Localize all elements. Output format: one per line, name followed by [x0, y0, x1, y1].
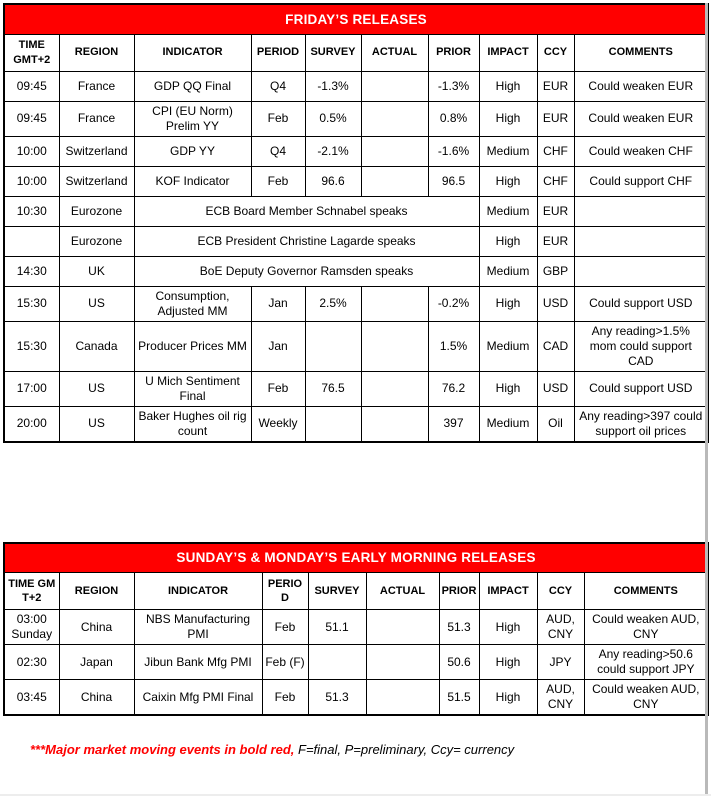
cell-region: China: [59, 610, 134, 645]
cell-time: 10:00: [4, 136, 59, 166]
cell-period: Jan: [251, 321, 305, 371]
table-title: FRIDAY’S RELEASES: [4, 4, 708, 34]
cell-comments: Any reading>1.5% mom could support CAD: [574, 321, 708, 371]
cell-indicator: Jibun Bank Mfg PMI: [134, 645, 262, 680]
column-header-row: [4, 34, 708, 71]
cell-actual: [361, 286, 428, 321]
column-header-row: [4, 573, 708, 610]
cell-ccy: EUR: [537, 71, 574, 101]
cell-impact: High: [479, 371, 537, 406]
cell-impact: Medium: [479, 321, 537, 371]
cell-indicator: Caixin Mfg PMI Final: [134, 680, 262, 716]
col-header-region: REGION: [59, 34, 134, 71]
table-row: [4, 645, 708, 680]
cell-survey: -1.3%: [305, 71, 361, 101]
cell-actual: [361, 321, 428, 371]
col-header-period: PERIOD: [251, 34, 305, 71]
cell-survey: [305, 321, 361, 371]
col-header-prior: PRIOR: [428, 34, 479, 71]
cell-event: ECB President Christine Lagarde speaks: [134, 226, 479, 256]
cell-region: US: [59, 286, 134, 321]
cell-comments: Could support CHF: [574, 166, 708, 196]
cell-prior: 51.5: [439, 680, 479, 716]
cell-survey: -2.1%: [305, 136, 361, 166]
cell-ccy: EUR: [537, 101, 574, 136]
cell-period: Feb: [251, 166, 305, 196]
table-row: [4, 226, 708, 256]
cell-actual: [366, 680, 439, 716]
cell-impact: High: [479, 101, 537, 136]
cell-region: France: [59, 71, 134, 101]
col-header-indicator: INDICATOR: [134, 573, 262, 610]
cell-region: UK: [59, 256, 134, 286]
cell-survey: 2.5%: [305, 286, 361, 321]
cell-region: Japan: [59, 645, 134, 680]
cell-region: China: [59, 680, 134, 716]
cell-impact: High: [479, 680, 537, 716]
cell-period: Feb: [251, 101, 305, 136]
table-row: [4, 371, 708, 406]
table-row: [4, 286, 708, 321]
col-header-actual: ACTUAL: [366, 573, 439, 610]
cell-comments: Any reading>397 could support oil prices: [574, 406, 708, 442]
cell-prior: -1.3%: [428, 71, 479, 101]
col-header-comments: COMMENTS: [584, 573, 708, 610]
cell-ccy: USD: [537, 286, 574, 321]
col-header-indicator: INDICATOR: [134, 34, 251, 71]
cell-indicator: GDP QQ Final: [134, 71, 251, 101]
col-header-survey: SURVEY: [305, 34, 361, 71]
table-title: SUNDAY’S & MONDAY’S EARLY MORNING RELEASES: [4, 543, 708, 573]
cell-time: 14:30: [4, 256, 59, 286]
col-header-ccy: CCY: [537, 34, 574, 71]
cell-survey: 51.1: [308, 610, 366, 645]
cell-indicator: Producer Prices MM: [134, 321, 251, 371]
table-row: [4, 166, 708, 196]
cell-actual: [361, 406, 428, 442]
col-header-comments: COMMENTS: [574, 34, 708, 71]
table-row: [4, 256, 708, 286]
cell-ccy: CHF: [537, 136, 574, 166]
cell-time: [4, 226, 59, 256]
cell-survey: 0.5%: [305, 101, 361, 136]
cell-survey: 76.5: [305, 371, 361, 406]
cell-ccy: AUD, CNY: [537, 680, 584, 716]
cell-prior: 50.6: [439, 645, 479, 680]
cell-impact: High: [479, 226, 537, 256]
cell-time: 10:30: [4, 196, 59, 226]
cell-ccy: GBP: [537, 256, 574, 286]
cell-impact: High: [479, 166, 537, 196]
cell-impact: Medium: [479, 256, 537, 286]
cell-period: Feb (F): [262, 645, 308, 680]
cell-actual: [361, 101, 428, 136]
cell-indicator: Baker Hughes oil rig count: [134, 406, 251, 442]
cell-actual: [361, 166, 428, 196]
col-header-ccy: CCY: [537, 573, 584, 610]
cell-ccy: JPY: [537, 645, 584, 680]
cell-indicator: U Mich Sentiment Final: [134, 371, 251, 406]
cell-ccy: CAD: [537, 321, 574, 371]
cell-period: Feb: [251, 371, 305, 406]
cell-survey: 51.3: [308, 680, 366, 716]
cell-comments: Could weaken AUD, CNY: [584, 680, 708, 716]
cell-period: Weekly: [251, 406, 305, 442]
cell-region: France: [59, 101, 134, 136]
table-row: [4, 680, 708, 716]
cell-impact: High: [479, 610, 537, 645]
cell-impact: Medium: [479, 196, 537, 226]
cell-indicator: Consumption, Adjusted MM: [134, 286, 251, 321]
table-row: [4, 71, 708, 101]
window-right-edge: [705, 3, 708, 796]
cell-survey: [308, 645, 366, 680]
cell-region: US: [59, 371, 134, 406]
cell-time: 10:00: [4, 166, 59, 196]
cell-prior: -1.6%: [428, 136, 479, 166]
table-row: [4, 321, 708, 371]
cell-ccy: EUR: [537, 226, 574, 256]
cell-region: Canada: [59, 321, 134, 371]
cell-event: ECB Board Member Schnabel speaks: [134, 196, 479, 226]
cell-ccy: USD: [537, 371, 574, 406]
cell-time: 09:45: [4, 71, 59, 101]
cell-ccy: CHF: [537, 166, 574, 196]
col-header-impact: IMPACT: [479, 34, 537, 71]
cell-comments: Any reading>50.6 could support JPY: [584, 645, 708, 680]
cell-comments: [574, 196, 708, 226]
cell-actual: [366, 610, 439, 645]
cell-time: 15:30: [4, 321, 59, 371]
cell-actual: [361, 371, 428, 406]
cell-impact: High: [479, 286, 537, 321]
cell-comments: Could weaken EUR: [574, 101, 708, 136]
cell-survey: [305, 406, 361, 442]
col-header-actual: ACTUAL: [361, 34, 428, 71]
cell-comments: Could weaken AUD, CNY: [584, 610, 708, 645]
cell-time: 17:00: [4, 371, 59, 406]
table-row: [4, 136, 708, 166]
cell-comments: Could support USD: [574, 286, 708, 321]
col-header-period: PERIOD: [262, 573, 308, 610]
cell-impact: Medium: [479, 136, 537, 166]
cell-period: Jan: [251, 286, 305, 321]
table-row: [4, 101, 708, 136]
cell-region: Switzerland: [59, 136, 134, 166]
cell-comments: Could weaken CHF: [574, 136, 708, 166]
cell-period: Feb: [262, 610, 308, 645]
cell-prior: 397: [428, 406, 479, 442]
cell-time: 15:30: [4, 286, 59, 321]
col-header-survey: SURVEY: [308, 573, 366, 610]
cell-prior: 76.2: [428, 371, 479, 406]
cell-ccy: EUR: [537, 196, 574, 226]
friday-releases-table: [3, 3, 709, 443]
cell-region: Eurozone: [59, 226, 134, 256]
cell-impact: Medium: [479, 406, 537, 442]
cell-event: BoE Deputy Governor Ramsden speaks: [134, 256, 479, 286]
cell-indicator: GDP YY: [134, 136, 251, 166]
cell-actual: [361, 136, 428, 166]
cell-ccy: Oil: [537, 406, 574, 442]
footnote: [30, 742, 711, 757]
cell-comments: [574, 256, 708, 286]
cell-impact: High: [479, 71, 537, 101]
cell-actual: [366, 645, 439, 680]
col-header-time: TIME GMT+2: [4, 34, 59, 71]
cell-period: Feb: [262, 680, 308, 716]
footnote-bold-red: ***Major market moving events in bold red,: [30, 742, 295, 757]
col-header-time: TIME GMT+2: [4, 573, 59, 610]
cell-period: Q4: [251, 136, 305, 166]
cell-prior: 51.3: [439, 610, 479, 645]
cell-indicator: KOF Indicator: [134, 166, 251, 196]
cell-time: 09:45: [4, 101, 59, 136]
cell-comments: Could weaken EUR: [574, 71, 708, 101]
cell-comments: Could support USD: [574, 371, 708, 406]
col-header-prior: PRIOR: [439, 573, 479, 610]
cell-prior: 0.8%: [428, 101, 479, 136]
cell-indicator: CPI (EU Norm) Prelim YY: [134, 101, 251, 136]
cell-prior: 1.5%: [428, 321, 479, 371]
cell-region: US: [59, 406, 134, 442]
footnote-legend: F=final, P=preliminary, Ccy= currency: [294, 742, 515, 757]
table-row: [4, 196, 708, 226]
cell-region: Switzerland: [59, 166, 134, 196]
cell-period: Q4: [251, 71, 305, 101]
cell-impact: High: [479, 645, 537, 680]
cell-time: 03:45: [4, 680, 59, 716]
friday-releases-section: [0, 3, 711, 443]
cell-region: Eurozone: [59, 196, 134, 226]
cell-comments: [574, 226, 708, 256]
cell-ccy: AUD, CNY: [537, 610, 584, 645]
table-row: [4, 610, 708, 645]
cell-indicator: NBS Manufacturing PMI: [134, 610, 262, 645]
sunday-monday-releases-section: [0, 542, 711, 717]
cell-prior: -0.2%: [428, 286, 479, 321]
cell-prior: 96.5: [428, 166, 479, 196]
col-header-impact: IMPACT: [479, 573, 537, 610]
col-header-region: REGION: [59, 573, 134, 610]
sunday-monday-releases-table: [3, 542, 709, 717]
cell-actual: [361, 71, 428, 101]
cell-time: 03:00 Sunday: [4, 610, 59, 645]
table-row: [4, 406, 708, 442]
cell-survey: 96.6: [305, 166, 361, 196]
cell-time: 02:30: [4, 645, 59, 680]
cell-time: 20:00: [4, 406, 59, 442]
